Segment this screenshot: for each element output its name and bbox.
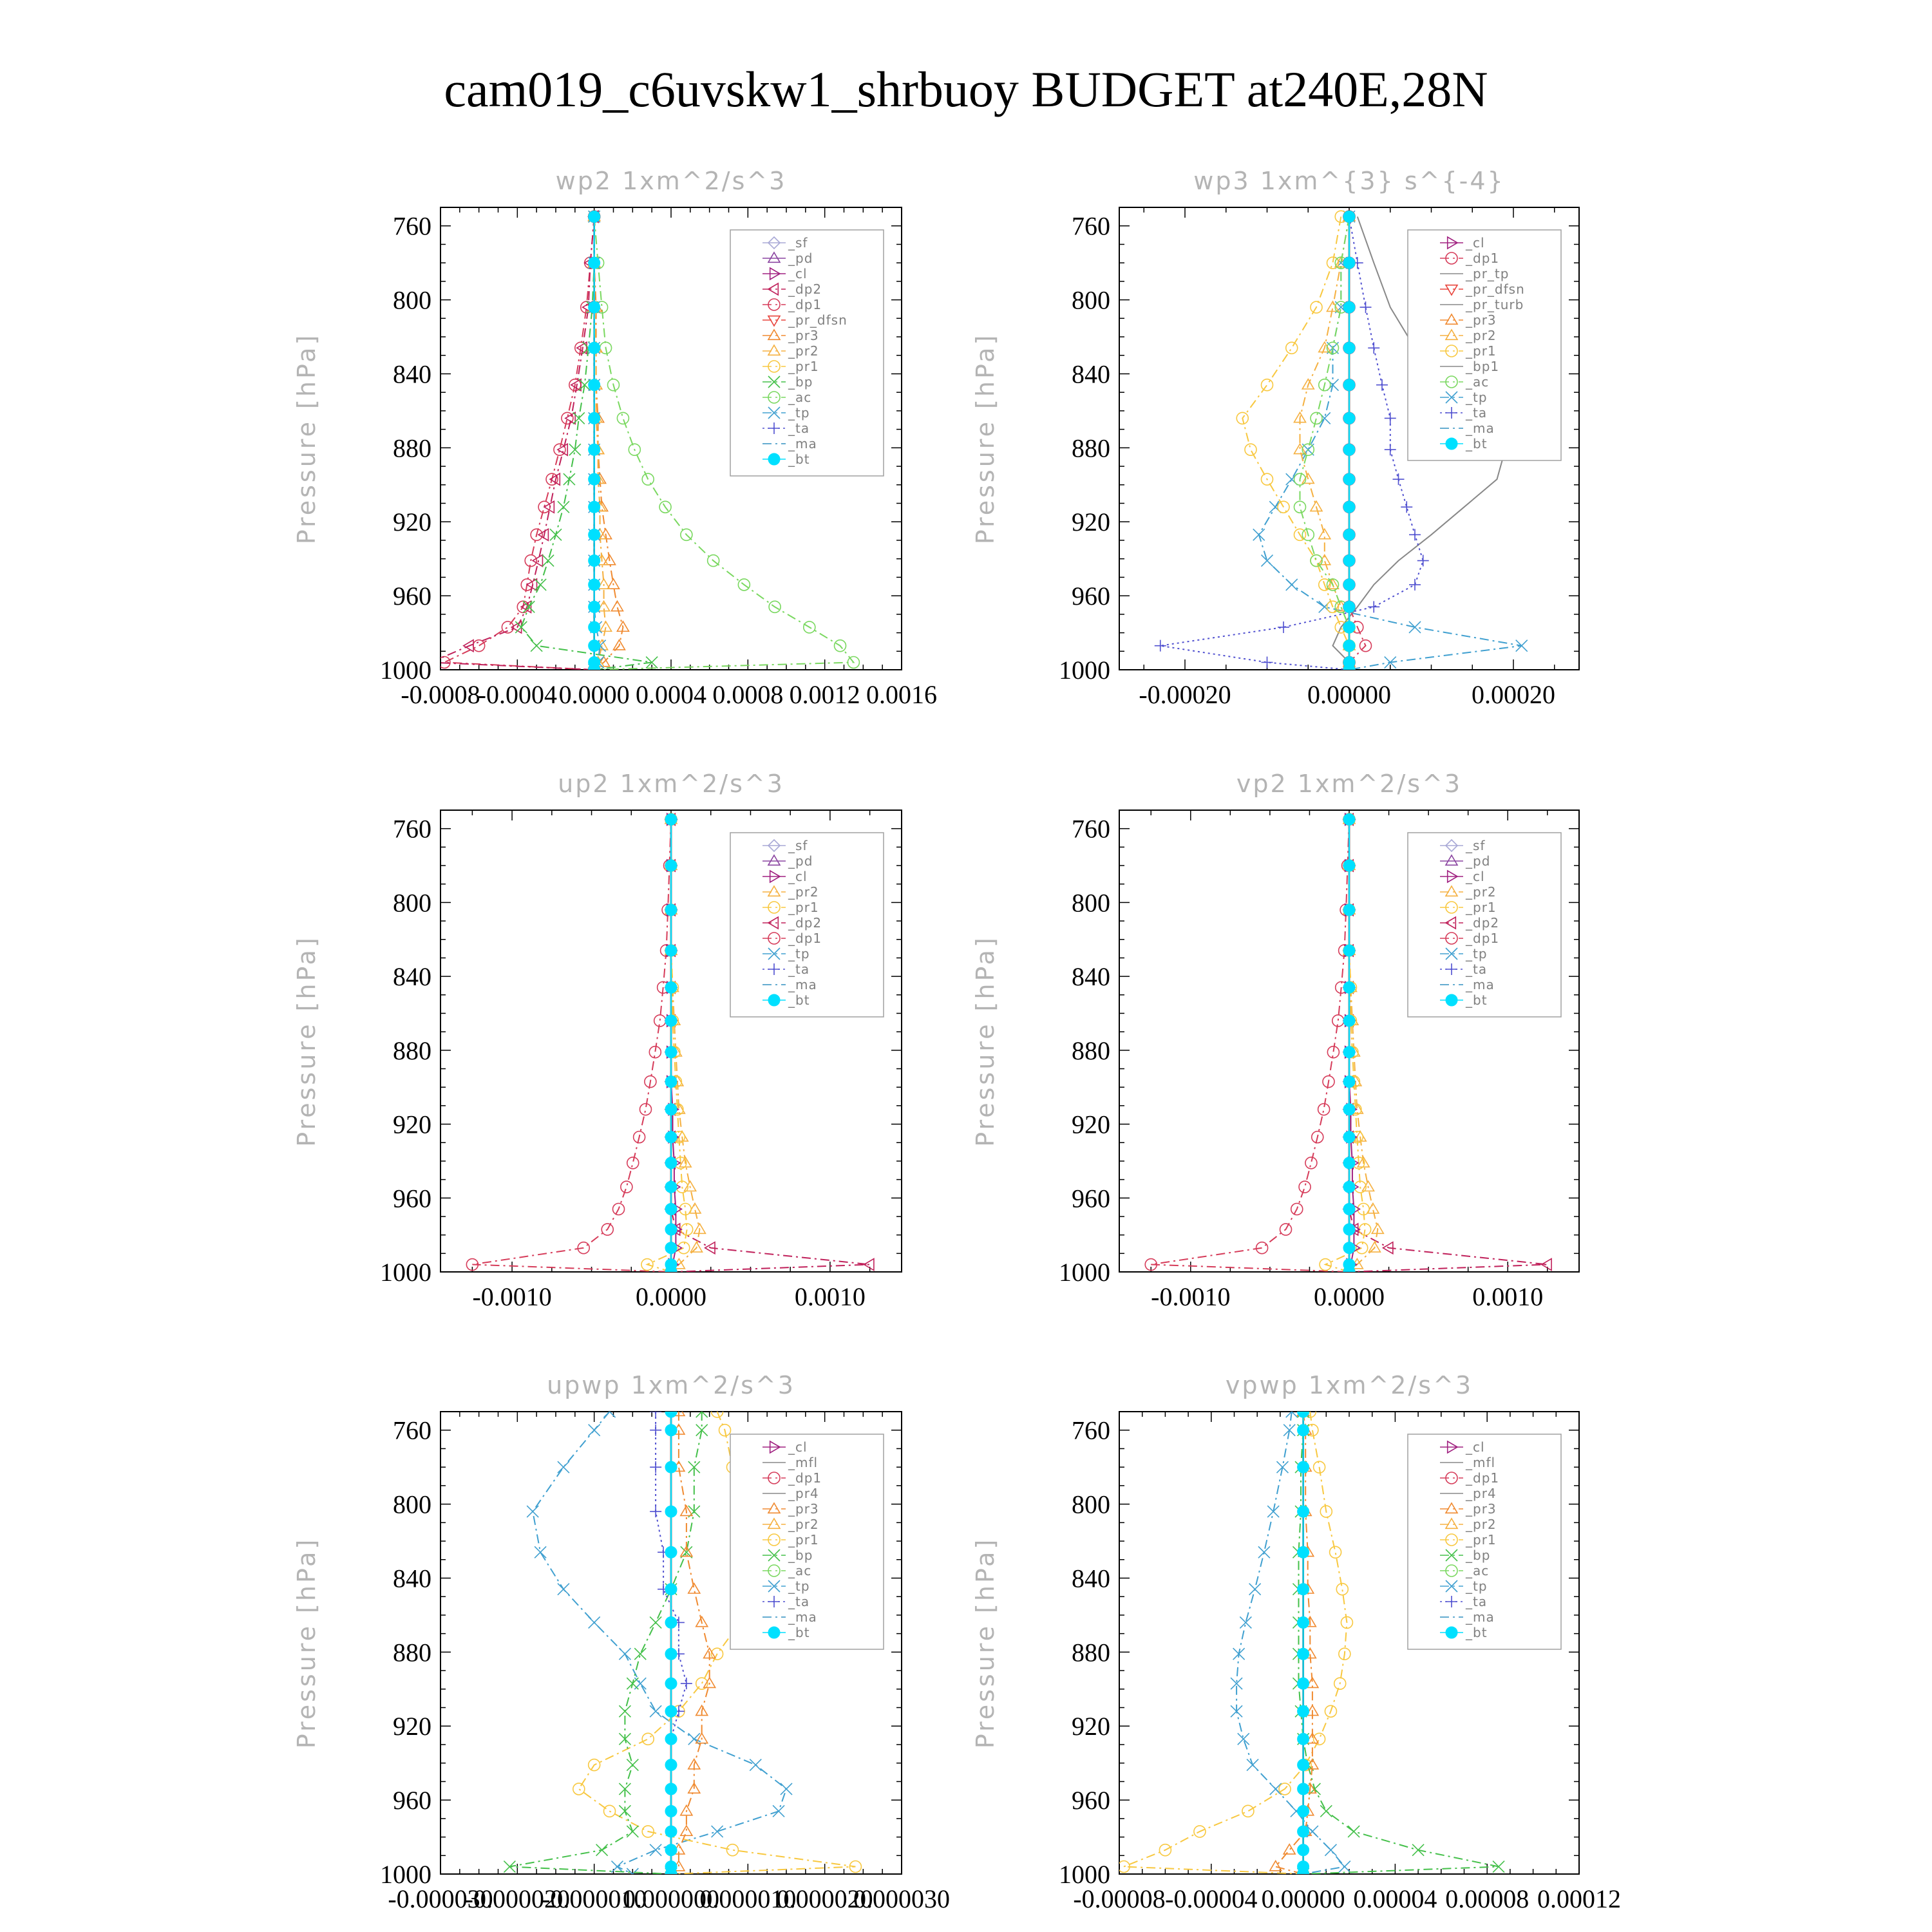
data-point (665, 1584, 677, 1595)
legend-label: _sf (1466, 838, 1486, 853)
legend-label: _pr2 (1466, 1517, 1497, 1532)
data-point (1343, 301, 1355, 313)
data-point (1343, 257, 1355, 269)
y-tick-label: 880 (393, 1036, 431, 1065)
y-tick-label: 880 (1072, 1036, 1110, 1065)
y-tick-label: 1000 (1059, 656, 1110, 685)
data-point (589, 640, 600, 652)
data-point (665, 1132, 677, 1143)
legend-label: _pr2 (788, 1517, 819, 1532)
legend-label: _pr1 (1466, 343, 1497, 359)
legend-label: _bp (788, 1548, 813, 1563)
data-point (589, 379, 600, 391)
data-point (1298, 1759, 1309, 1771)
x-tick-label: 0.00008 (1445, 1884, 1530, 1913)
x-tick-label: -0.0008 (401, 680, 480, 709)
x-tick-label: 0.000000 (623, 1884, 719, 1913)
legend-label: _bt (1466, 1625, 1488, 1640)
legend-label: _ma (788, 436, 817, 451)
y-axis-label: Pressure [hPa] (971, 935, 999, 1147)
data-point (1343, 1203, 1355, 1215)
data-point (589, 412, 600, 424)
data-point (665, 1783, 677, 1795)
legend-marker (768, 1627, 780, 1638)
y-tick-label: 800 (393, 888, 431, 918)
legend-label: _bt (1466, 436, 1488, 451)
legend-label: _ma (788, 1609, 817, 1625)
x-tick-label: -0.000030 (388, 1884, 493, 1913)
data-point (589, 301, 600, 313)
legend-label: _ta (788, 421, 810, 436)
data-point (665, 1461, 677, 1473)
data-point (589, 501, 600, 513)
legend-label: _ma (1466, 977, 1495, 992)
legend-label: _cl (1466, 869, 1485, 884)
panel-title: upwp 1xm^2/s^3 (547, 1371, 795, 1399)
legend-label: _pr3 (788, 328, 819, 343)
legend-label: _tp (788, 1578, 810, 1594)
data-point (665, 1616, 677, 1628)
legend-label: _pr2 (788, 884, 819, 900)
legend-label: _pr_turb (1466, 297, 1524, 312)
legend-label: _bt (788, 992, 810, 1008)
legend-label: _ma (1466, 1609, 1495, 1625)
y-tick-label: 880 (1072, 1638, 1110, 1667)
data-point (1298, 1678, 1309, 1689)
y-tick-label: 880 (393, 1638, 431, 1667)
legend-label: _bt (1466, 992, 1488, 1008)
data-point (1298, 1461, 1309, 1473)
data-point (1343, 412, 1355, 424)
legend-label: _tp (788, 946, 810, 961)
legend-label: _tp (1466, 390, 1488, 405)
data-point (1343, 555, 1355, 567)
legend-label: _mfl (1466, 1455, 1496, 1470)
legend-label: _pr2 (788, 343, 819, 359)
data-point (589, 555, 600, 567)
legend-label: _bp (788, 374, 813, 390)
data-point (665, 813, 677, 825)
y-tick-label: 920 (1072, 1110, 1110, 1139)
legend-label: _pd (788, 251, 813, 266)
data-point (1298, 1826, 1309, 1837)
legend-label: _pr1 (1466, 900, 1497, 915)
y-tick-label: 760 (393, 1416, 431, 1445)
panel-title: vpwp 1xm^2/s^3 (1225, 1371, 1473, 1399)
y-axis-label: Pressure [hPa] (292, 935, 321, 1147)
data-point (665, 1705, 677, 1717)
x-tick-label: -0.0004 (477, 680, 557, 709)
x-tick-label: 0.00000 (1307, 680, 1391, 709)
legend-label: _ac (788, 390, 812, 405)
legend-label: _ta (1466, 405, 1488, 421)
legend-label: _ma (1466, 421, 1495, 436)
y-tick-label: 840 (393, 359, 431, 389)
legend-label: _cl (788, 869, 808, 884)
data-point (665, 945, 677, 956)
panel-title: wp3 1xm^{3} s^{-4} (1193, 167, 1505, 195)
legend-label: _pr_dfsn (788, 312, 848, 328)
data-point (589, 473, 600, 485)
legend-label: _ta (788, 1594, 810, 1609)
legend-marker (1446, 1627, 1457, 1638)
data-point (1343, 1157, 1355, 1169)
data-point (665, 1733, 677, 1745)
legend-label: _dp1 (1466, 931, 1500, 946)
data-point (665, 1046, 677, 1058)
data-point (1343, 579, 1355, 591)
legend-label: _ac (1466, 1563, 1490, 1578)
data-point (1343, 904, 1355, 916)
x-tick-label: -0.0010 (472, 1282, 552, 1311)
data-point (1343, 379, 1355, 391)
data-point (1298, 1546, 1309, 1558)
data-point (1298, 1425, 1309, 1436)
legend-label: _ta (1466, 1594, 1488, 1609)
y-tick-label: 760 (1072, 211, 1110, 241)
panel-title: wp2 1xm^2/s^3 (555, 167, 787, 195)
legend-marker (1446, 438, 1457, 450)
x-tick-label: 0.0016 (866, 680, 937, 709)
legend-label: _ta (788, 961, 810, 977)
x-tick-label: 0.00004 (1353, 1884, 1437, 1913)
legend-label: _dp1 (788, 297, 822, 312)
y-tick-label: 1000 (380, 656, 431, 685)
data-point (1343, 860, 1355, 871)
y-tick-label: 800 (393, 1490, 431, 1519)
x-tick-label: -0.000010 (542, 1884, 647, 1913)
legend-label: _cl (788, 266, 808, 281)
legend-label: _ma (788, 977, 817, 992)
y-tick-label: 840 (1072, 1564, 1110, 1593)
data-point (1343, 813, 1355, 825)
data-point (665, 1826, 677, 1837)
data-point (1343, 640, 1355, 652)
x-tick-label: -0.00008 (1073, 1884, 1166, 1913)
data-point (1343, 1046, 1355, 1058)
legend-label: _tp (1466, 946, 1488, 961)
y-axis-label: Pressure [hPa] (292, 1537, 321, 1749)
legend-label: _tp (1466, 1578, 1488, 1594)
data-point (665, 1181, 677, 1193)
data-point (1343, 1181, 1355, 1193)
y-tick-label: 920 (1072, 1712, 1110, 1741)
legend-label: _dp2 (1466, 915, 1500, 931)
panel-title: up2 1xm^2/s^3 (558, 770, 784, 798)
y-tick-label: 760 (1072, 1416, 1110, 1445)
data-point (1298, 1506, 1309, 1517)
data-point (665, 1076, 677, 1088)
data-point (1343, 1076, 1355, 1088)
legend-label: _pd (1466, 853, 1491, 869)
y-tick-label: 960 (1072, 582, 1110, 611)
data-point (1298, 1584, 1309, 1595)
legend-label: _pr4 (788, 1486, 819, 1501)
data-point (1343, 1242, 1355, 1254)
y-tick-label: 760 (393, 814, 431, 844)
data-point (1343, 342, 1355, 354)
y-tick-label: 920 (393, 1712, 431, 1741)
legend-label: _pr3 (1466, 312, 1497, 328)
y-tick-label: 920 (393, 1110, 431, 1139)
legend-label: _dp1 (788, 1470, 822, 1486)
legend-marker (768, 453, 780, 465)
data-point (665, 904, 677, 916)
data-point (665, 1805, 677, 1817)
legend-label: _ta (1466, 961, 1488, 977)
y-tick-label: 840 (1072, 962, 1110, 992)
x-tick-label: -0.00020 (1139, 680, 1231, 709)
data-point (665, 1203, 677, 1215)
data-point (1343, 1104, 1355, 1115)
y-tick-label: 1000 (1059, 1258, 1110, 1287)
legend-label: _bp (1466, 1548, 1491, 1563)
x-tick-label: -0.0010 (1151, 1282, 1231, 1311)
x-tick-label: 0.0000 (558, 680, 630, 709)
y-tick-label: 760 (1072, 814, 1110, 844)
figure-title: cam019_c6uvskw1_shrbuoy BUDGET at240E,28N (444, 61, 1488, 117)
data-point (589, 621, 600, 633)
legend-label: _sf (788, 235, 808, 251)
data-point (1298, 1805, 1309, 1817)
x-tick-label: 0.00020 (1472, 680, 1555, 709)
legend-label: _dp2 (788, 915, 822, 931)
y-tick-label: 960 (393, 582, 431, 611)
data-point (1298, 1616, 1309, 1628)
legend-label: _ac (788, 1563, 812, 1578)
y-tick-label: 1000 (380, 1860, 431, 1889)
legend-label: _bt (788, 451, 810, 467)
data-point (589, 444, 600, 455)
legend-label: _pr3 (788, 1501, 819, 1517)
x-tick-label: 0.000020 (776, 1884, 873, 1913)
legend-label: _pr1 (788, 900, 819, 915)
y-tick-label: 880 (1072, 433, 1110, 463)
data-point (1298, 1844, 1309, 1856)
y-tick-label: 960 (1072, 1184, 1110, 1213)
y-tick-label: 800 (1072, 888, 1110, 918)
data-point (589, 257, 600, 269)
data-point (589, 579, 600, 591)
x-tick-label: 0.0000 (636, 1282, 706, 1311)
y-axis-label: Pressure [hPa] (292, 332, 321, 545)
legend-label: _dp2 (788, 281, 822, 297)
data-point (665, 1506, 677, 1517)
data-point (665, 1546, 677, 1558)
legend-label: _pr1 (788, 1532, 819, 1548)
y-tick-label: 840 (393, 962, 431, 992)
legend-label: _pr1 (788, 359, 819, 374)
data-point (1343, 529, 1355, 540)
x-tick-label: 0.000010 (699, 1884, 797, 1913)
legend-label: _pr_dfsn (1466, 281, 1525, 297)
data-point (665, 1678, 677, 1689)
legend-label: _ac (1466, 374, 1490, 390)
data-point (589, 211, 600, 222)
y-tick-label: 800 (1072, 285, 1110, 315)
legend-label: _pr3 (1466, 1501, 1497, 1517)
data-point (1343, 601, 1355, 612)
x-tick-label: 0.0004 (636, 680, 706, 709)
legend-label: _tp (788, 405, 810, 421)
data-point (589, 601, 600, 612)
data-point (1343, 501, 1355, 513)
y-axis-label: Pressure [hPa] (971, 332, 999, 545)
data-point (1343, 1224, 1355, 1235)
legend-label: _bp1 (1466, 359, 1500, 374)
x-tick-label: 0.0000 (1314, 1282, 1385, 1311)
data-point (589, 529, 600, 540)
data-point (665, 1648, 677, 1660)
legend-label: _dp1 (1466, 1470, 1500, 1486)
y-tick-label: 960 (393, 1786, 431, 1815)
legend-label: _pr2 (1466, 328, 1497, 343)
y-tick-label: 1000 (1059, 1860, 1110, 1889)
data-point (1343, 1132, 1355, 1143)
y-tick-label: 800 (393, 285, 431, 315)
data-point (1298, 1648, 1309, 1660)
legend-label: _pr_tp (1466, 266, 1510, 281)
legend-label: _mfl (788, 1455, 819, 1470)
legend-label: _sf (788, 838, 808, 853)
data-point (665, 1224, 677, 1235)
legend-marker (768, 994, 780, 1006)
data-point (1298, 1733, 1309, 1745)
x-tick-label: 0.00000 (1261, 1884, 1345, 1913)
data-point (665, 860, 677, 871)
x-tick-label: -0.00004 (1165, 1884, 1258, 1913)
panel-title: vp2 1xm^2/s^3 (1236, 770, 1463, 798)
data-point (665, 981, 677, 993)
y-tick-label: 760 (393, 211, 431, 241)
legend-label: _bt (788, 1625, 810, 1640)
data-point (665, 1104, 677, 1115)
y-tick-label: 1000 (380, 1258, 431, 1287)
y-tick-label: 840 (1072, 359, 1110, 389)
x-tick-label: 0.0010 (1472, 1282, 1544, 1311)
legend-label: _cl (1466, 235, 1485, 251)
data-point (1343, 945, 1355, 956)
data-point (1343, 444, 1355, 455)
data-point (589, 342, 600, 354)
y-tick-label: 920 (393, 507, 431, 537)
legend-label: _dp1 (788, 931, 822, 946)
y-tick-label: 960 (393, 1184, 431, 1213)
data-point (665, 1157, 677, 1169)
x-tick-label: 0.00012 (1537, 1884, 1621, 1913)
data-point (1298, 1705, 1309, 1717)
legend-label: _cl (1466, 1439, 1485, 1455)
data-point (665, 1242, 677, 1254)
y-tick-label: 800 (1072, 1490, 1110, 1519)
y-tick-label: 920 (1072, 507, 1110, 537)
legend-label: _dp1 (1466, 251, 1500, 266)
data-point (665, 1844, 677, 1856)
data-point (665, 1015, 677, 1027)
data-point (1298, 1783, 1309, 1795)
data-point (1343, 211, 1355, 222)
y-tick-label: 960 (1072, 1786, 1110, 1815)
legend-label: _cl (788, 1439, 808, 1455)
data-point (1343, 981, 1355, 993)
y-tick-label: 840 (393, 1564, 431, 1593)
data-point (665, 1425, 677, 1436)
x-tick-label: -0.000020 (464, 1884, 570, 1913)
legend-label: _pd (788, 853, 813, 869)
legend-label: _pr1 (1466, 1532, 1497, 1548)
x-tick-label: 0.000030 (853, 1884, 950, 1913)
legend-label: _pr2 (1466, 884, 1497, 900)
x-tick-label: 0.0012 (789, 680, 860, 709)
data-point (1343, 621, 1355, 633)
x-tick-label: 0.0008 (712, 680, 784, 709)
data-point (1343, 473, 1355, 485)
legend-label: _pr4 (1466, 1486, 1497, 1501)
data-point (1343, 1015, 1355, 1027)
y-axis-label: Pressure [hPa] (971, 1537, 999, 1749)
y-tick-label: 880 (393, 433, 431, 463)
x-tick-label: 0.0010 (794, 1282, 866, 1311)
data-point (665, 1759, 677, 1771)
legend-marker (1446, 994, 1457, 1006)
